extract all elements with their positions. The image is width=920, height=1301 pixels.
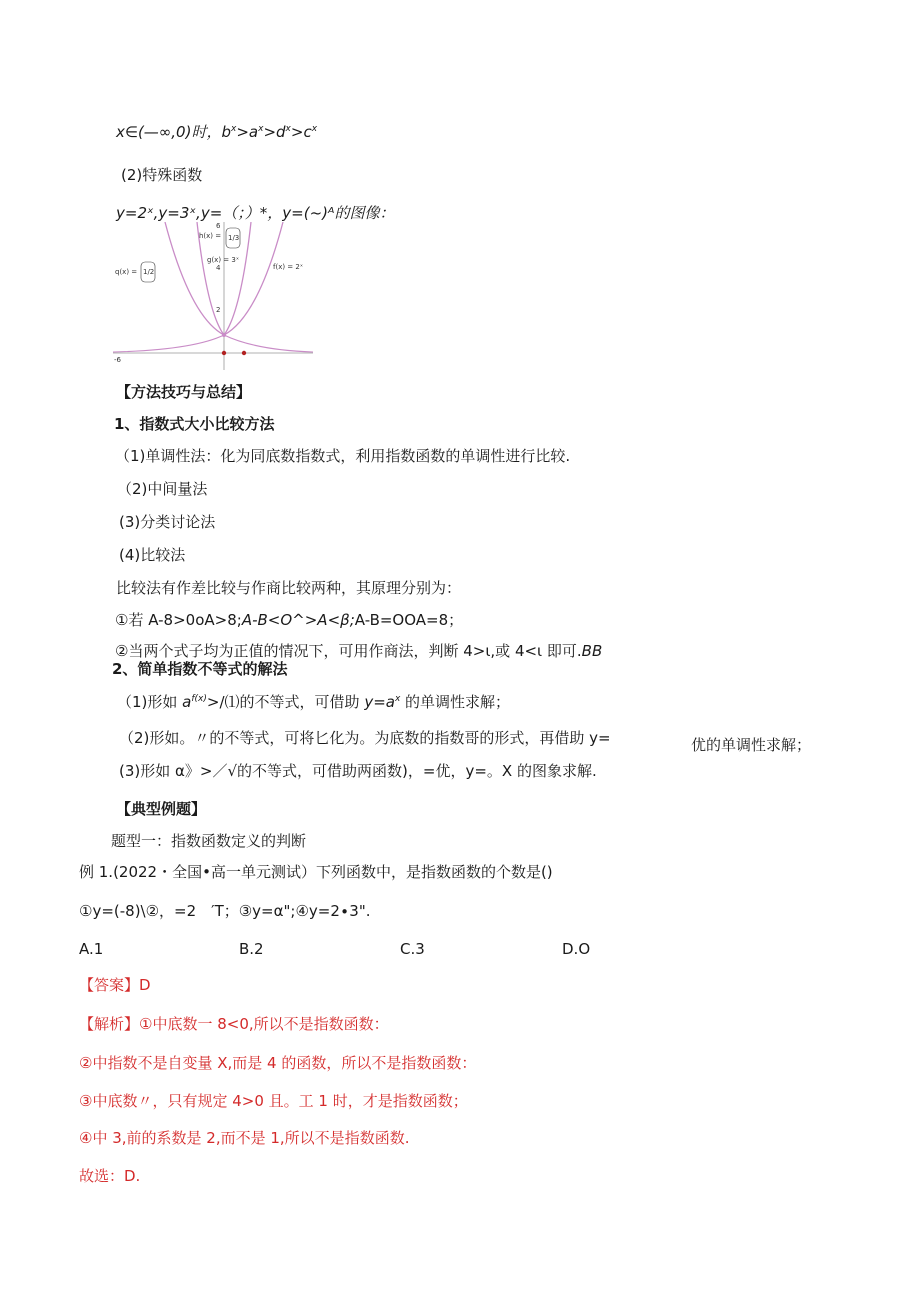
curve-tails [113, 335, 313, 352]
special-heading: (2)特殊函数 [121, 166, 203, 184]
label-q-frac: 1/2 [143, 268, 155, 276]
analysis-3: ③中底数〃，只有规定 4>0 且。工 1 时，才是指数函数； [79, 1092, 468, 1110]
label-h: h(x) = [199, 232, 222, 240]
tick-6: 6 [216, 222, 221, 230]
analysis-4: ④中 3,前的系数是 2,而不是 1,所以不是指数函数. [79, 1129, 410, 1147]
method-item1-title: 1、指数式大小比较方法 [114, 415, 275, 433]
c1-prefix: ①若 A-8>0oA>8; [115, 611, 242, 629]
s1-mid: >/⑴的不等式，可借助 [206, 693, 365, 711]
label-g: g(x) = 3ˣ [207, 256, 239, 264]
exp: x [285, 124, 291, 134]
c2-tail: BB [581, 642, 603, 660]
conclusion: 故选：D. [79, 1167, 141, 1185]
solve-2: （2)形如。〃的不等式，可将匕化为。为底数的指数哥的形式，再借助 y= [119, 729, 611, 747]
option-c: C.3 [400, 940, 425, 958]
var-c: c [303, 123, 312, 141]
exp: x [258, 124, 264, 134]
s1-prefix: （1)形如 [117, 693, 183, 711]
var-a: a [248, 123, 259, 141]
solve-1 [117, 692, 510, 712]
s1-sup: f(x) [191, 694, 207, 704]
compare-1 [115, 610, 463, 630]
s1-suffix: 的单调性求解； [400, 693, 511, 711]
s1-sup2: x [394, 694, 401, 704]
method-1: （1)单调性法：化为同底数指数式，利用指数函数的单调性进行比较. [115, 447, 571, 465]
var-b: b [221, 123, 231, 141]
tick-neg: -6 [114, 356, 121, 364]
example-1-items: ①y=(-8)\②，=2 ′T；③y=α";④y=2∙3". [79, 902, 371, 920]
type-1-title: 题型一：指数函数定义的判断 [111, 832, 307, 850]
compare-2 [115, 641, 602, 661]
method-2: （2)中间量法 [117, 480, 208, 498]
option-d: D.O [562, 940, 591, 958]
method-section-title: 【方法技巧与总结】 [116, 383, 252, 401]
examples-section-title: 【典型例题】 [116, 800, 207, 818]
solve-2-right: 优的单调性求解； [691, 736, 812, 754]
analysis-label: 【解析】 [79, 1015, 140, 1033]
exp: x [311, 124, 318, 134]
intersection-point [222, 333, 226, 337]
compare-intro: 比较法有作差比较与作商比较两种，其原理分别为： [116, 579, 462, 597]
tick-2: 2 [216, 306, 221, 314]
c1-suffix: A-B=OOA=8； [354, 611, 464, 629]
gt: > [236, 123, 249, 141]
c1-italic: A-B<O^>A<β; [241, 611, 355, 629]
exp: x [231, 124, 237, 134]
point-x1 [242, 351, 246, 355]
option-b: B.2 [239, 940, 264, 958]
exponential-graph [113, 222, 313, 370]
analysis-1 [79, 1014, 389, 1034]
label-h-frac: 1/3 [228, 234, 240, 242]
option-a: A.1 [79, 940, 104, 958]
tick-4: 4 [216, 264, 221, 272]
method-3: (3)分类讨论法 [119, 513, 216, 531]
gt: > [263, 123, 277, 141]
s1-a: a [182, 693, 192, 711]
label-f: f(x) = 2ˣ [273, 263, 303, 271]
method-item2-title: 2、简单指数不等式的解法 [112, 660, 288, 678]
var-d: d [276, 123, 286, 141]
c2-main: ②当两个式子均为正值的情况下，可用作商法，判断 4>ι,或 4<ι 即可. [115, 642, 582, 660]
label-q: q(x) = [115, 268, 138, 276]
method-4: (4)比较法 [119, 546, 186, 564]
inequality-line [116, 122, 317, 142]
point-origin [222, 351, 226, 355]
analysis-1-text: ①中底数一 8<0,所以不是指数函数： [139, 1015, 389, 1033]
inequality-prefix: x∈(—∞,0)时， [116, 123, 222, 141]
analysis-2: ②中指数不是自变量 X,而是 4 的函数，所以不是指数函数： [79, 1054, 477, 1072]
gt: > [290, 123, 304, 141]
s1-y: y=a [364, 693, 395, 711]
answer: 【答案】D [79, 976, 151, 994]
solve-3: (3)形如 α》>／√的不等式，可借助两函数)，=优，y=。X 的图象求解. [119, 762, 597, 780]
functions-line: y=2ˣ,y=3ˣ,y=（；）*，y=(~)ᴬ的图像： [116, 204, 395, 222]
example-1: 例 1.(2022・全国•高一单元测试）下列函数中，是指数函数的个数是() [79, 863, 553, 881]
